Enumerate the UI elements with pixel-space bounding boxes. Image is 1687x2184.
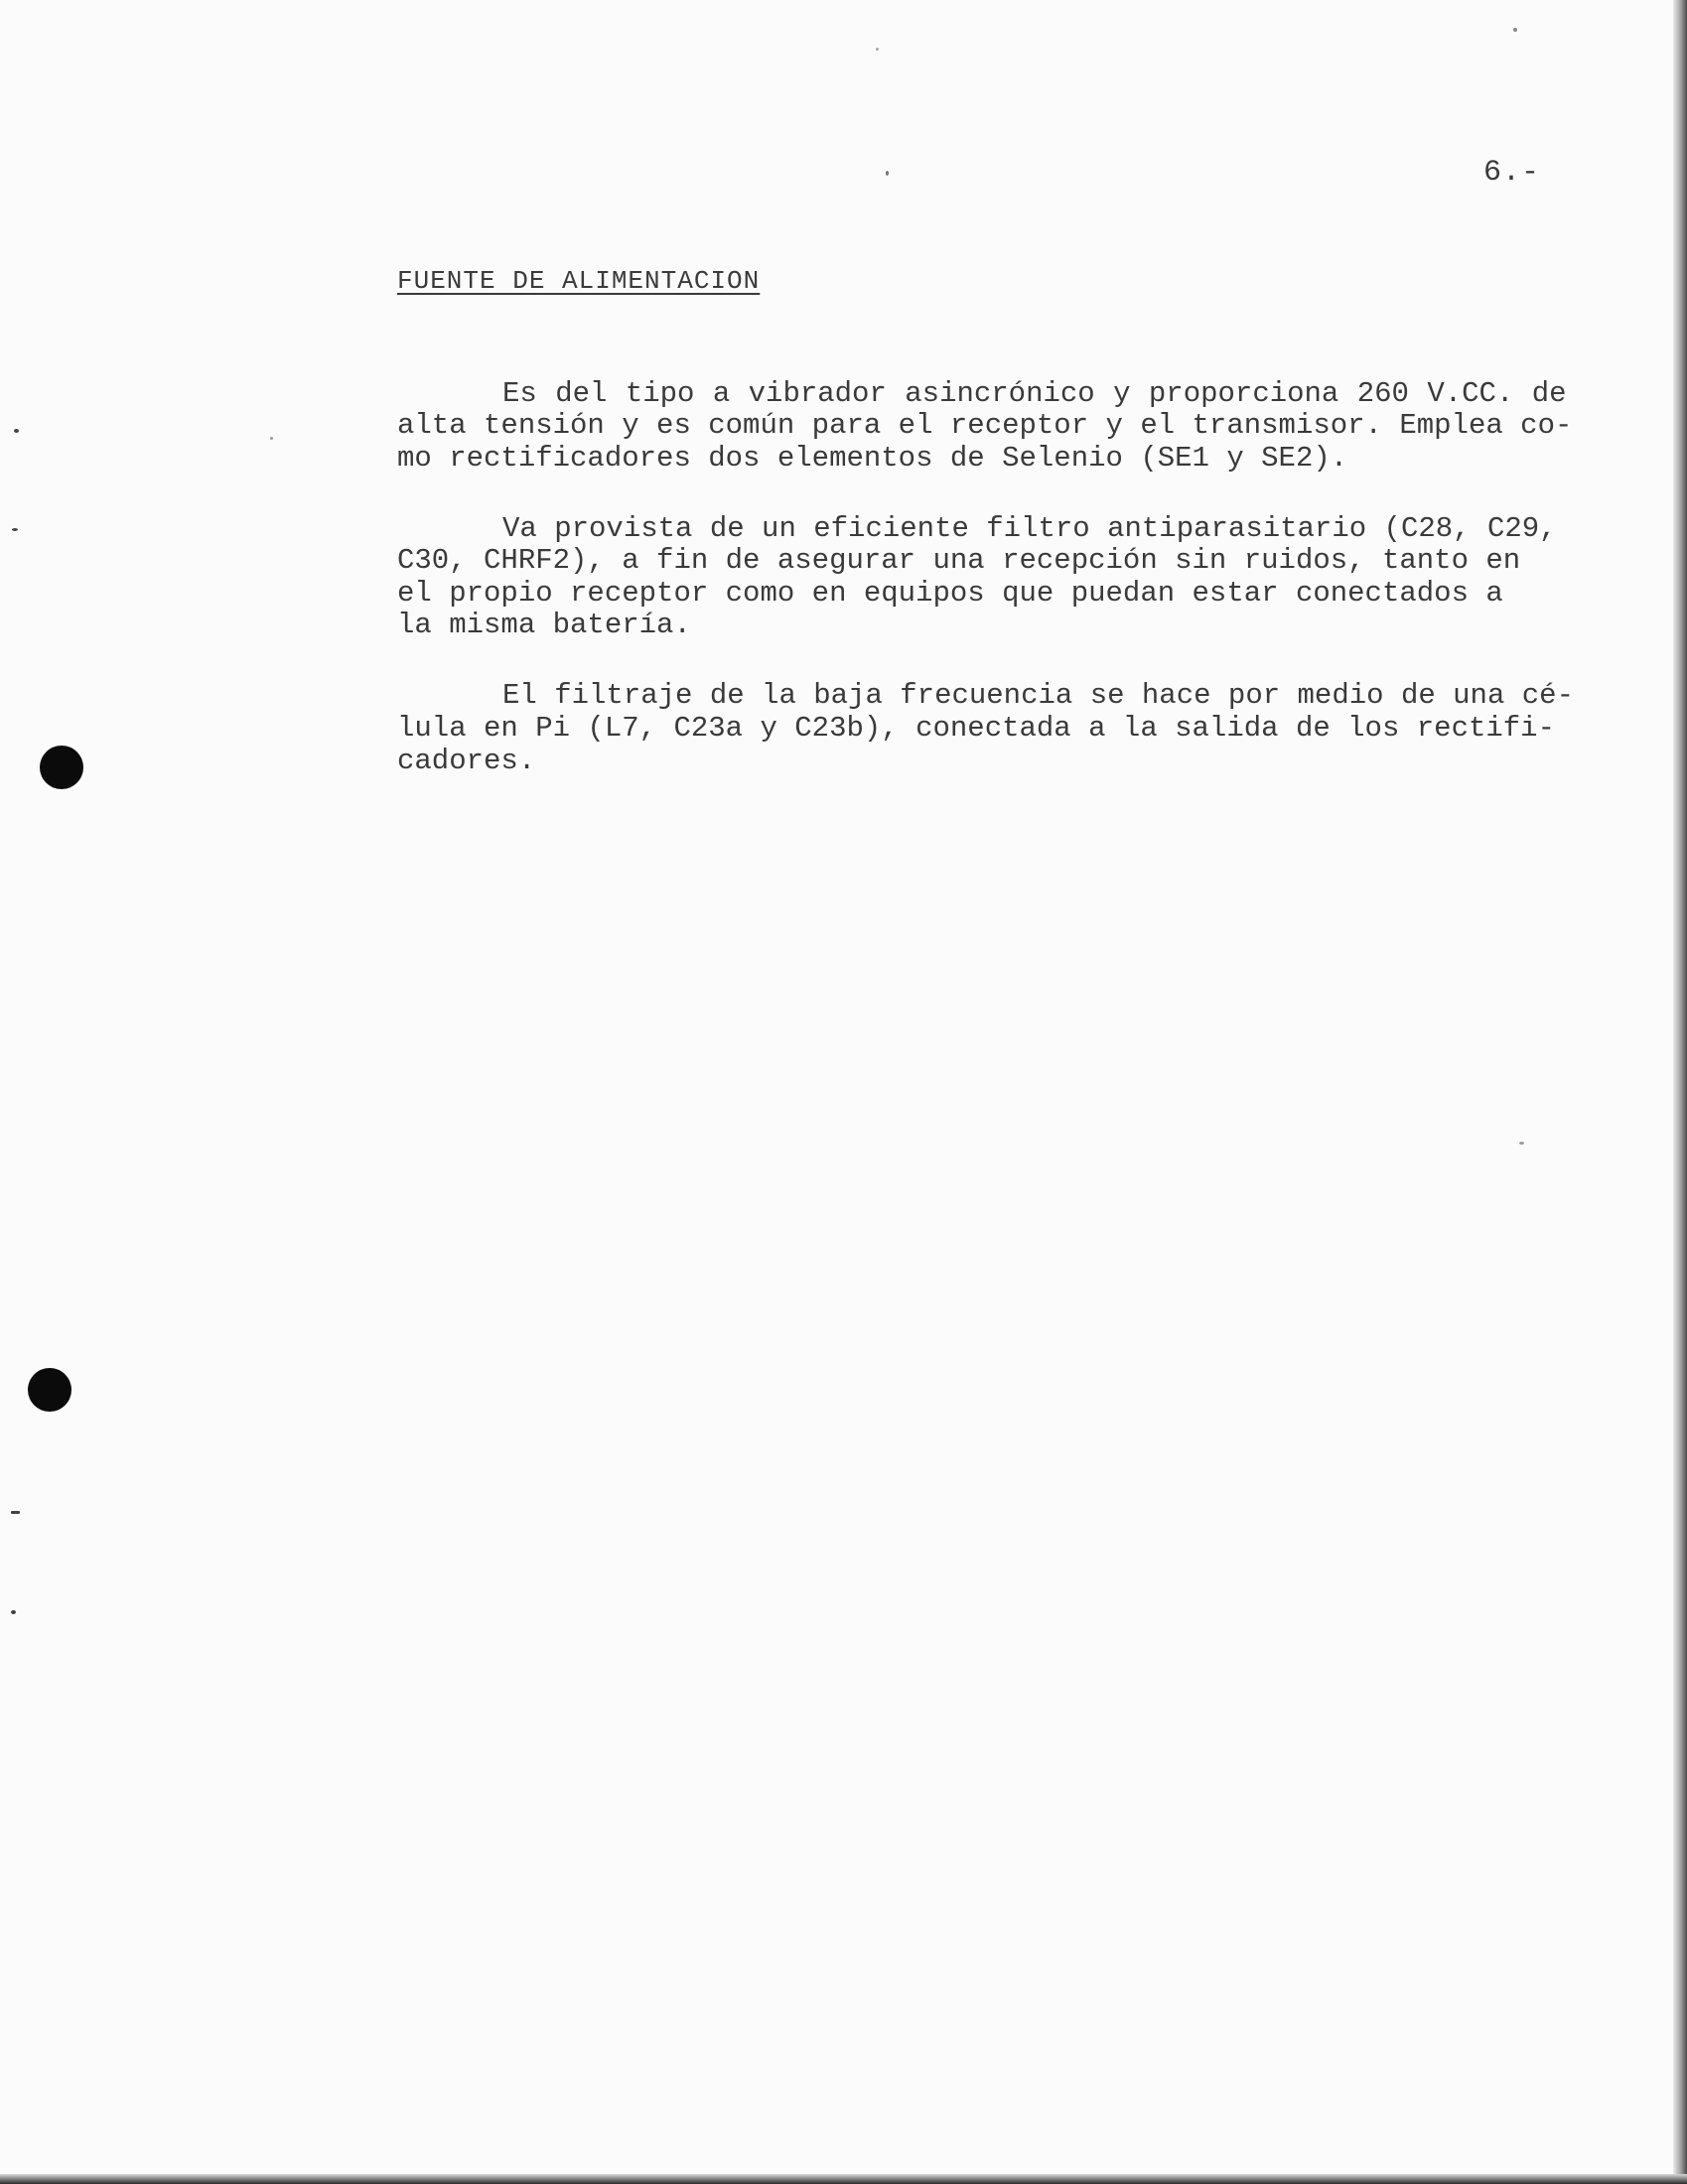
page-edge-shadow-bottom: [0, 2174, 1687, 2184]
paragraph-line: El filtraje de la baja frecuencia se hace por medio de una cé-: [502, 679, 1574, 712]
section-title: FUENTE DE ALIMENTACION: [397, 266, 761, 296]
paragraph-line: el propio receptor como en equipos que puedan estar conectados a: [397, 577, 1503, 610]
paragraph-line: Es del tipo a vibrador asincrónico y proporciona 260 V.CC. de: [502, 377, 1567, 410]
scan-speck: [14, 429, 19, 433]
scan-speck: [1519, 1142, 1524, 1145]
page-edge-shadow-right: [1673, 0, 1687, 2184]
paragraph-line: la misma batería.: [397, 609, 691, 641]
paragraph-line: lula en Pi (L7, C23a y C23b), conectada a la salida de los rectifi-: [397, 712, 1555, 745]
page-number: 6.-: [1483, 156, 1541, 190]
scan-speck: [1513, 28, 1517, 32]
scan-speck: [886, 171, 889, 176]
scan-speck: [270, 437, 273, 440]
scan-speck: [11, 1610, 16, 1614]
scan-speck: [12, 528, 18, 531]
paragraph-line: alta tensión y es común para el receptor y el transmisor. Emplea co-: [397, 409, 1573, 442]
paragraph-line: C30, CHRF2), a fin de asegurar una recepción sin ruidos, tanto en: [397, 544, 1521, 577]
punch-hole-bottom: [28, 1368, 71, 1412]
scan-speck: [11, 1511, 20, 1514]
paragraph-line: mo rectificadores dos elementos de Selenio (SE1 y SE2).: [397, 442, 1348, 475]
paragraph-line: cadores.: [397, 745, 536, 777]
scan-speck: [876, 48, 879, 51]
punch-hole-top: [40, 746, 83, 789]
paragraph-line: Va provista de un eficiente filtro antiparasitario (C28, C29,: [502, 512, 1557, 545]
